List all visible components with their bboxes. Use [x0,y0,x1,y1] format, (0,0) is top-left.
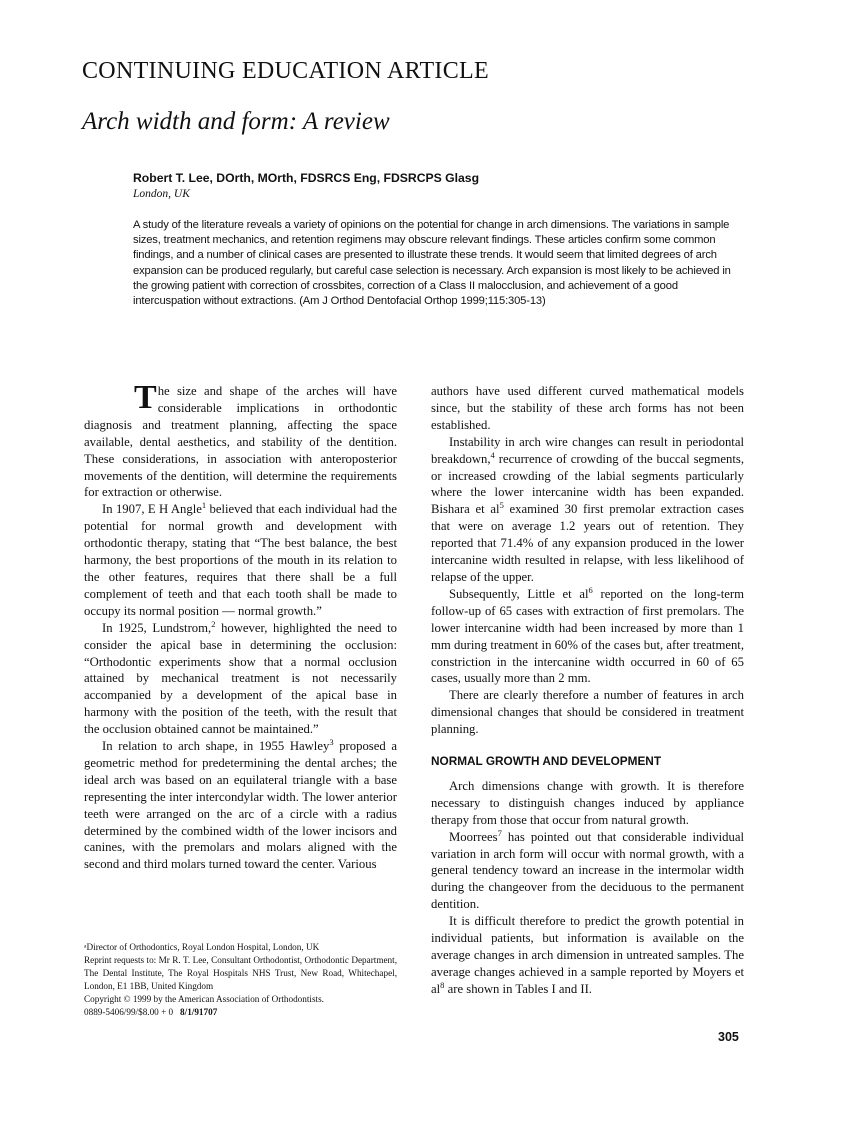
paragraph-text: In 1907, E H Angle [102,502,202,517]
author-location: London, UK [133,188,190,200]
citation-ref: 7 [497,827,502,838]
paragraph-text: recurrence of crowding of the buccal segments, or increased crowding of the labial segments particularly where the lower intercanine width has been expanded. Bishara et al [431,451,744,517]
footnote-copyright: Copyright © 1999 by the American Association of Orthodontists. [84,994,324,1005]
paragraph-text: proposed a geometric method for predetermining the dental arches; the ideal arch was based on an equilateral triangle with a base representing the inter intercondylar width. The lower anterior teeth were arranged on the arc of a circle with a radius determined by the combined width of the lower incisors and canines, with the premolars and molars aligned with the second and third molars turned toward the center. Various [84,739,397,872]
page-number: 305 [718,1030,739,1044]
abstract: A study of the literature reveals a variety of opinions on the potential for change in arch dimensions. The variations in sample sizes, treatment mechanics, and retention regimens may obscure relevant findings. These articles confirm some common findings, and a number of clinical cases are presented to illustrate these trends. It would seem that limited degrees of arch expansion can be produced regularly, but careful case selection is necessary. Arch expansion is most likely to be achieved in the growing patient with correction of crossbites, correction of a Class II malocclusion, and achievement of a good intercuspation without extractions. (Am J Orthod Dentofacial Orthop 1999;115:305-13) [133,219,731,308]
paragraph-text: believed that each individual had the potential for normal growth and development with orthodontic therapy, stating that “The best balance, the best harmony, the best proportions of the mouth in its relation to the other features, requires that there shall be a full complement of teeth and that each tooth shall be made to occupy its normal position — normal growth.” [84,502,397,618]
paragraph [431,434,744,586]
paragraph-text: Instability in arch wire changes can result in periodontal breakdown, [431,434,744,466]
paragraph-text: are shown in Tables I and II. [444,981,592,996]
citation-ref: 5 [499,500,504,511]
paragraph-text: reported on the long-term follow-up of 65 cases with extraction of first premolars. The lower intercanine width had been increased by more than 1 mm during treatment in 60% of the cases but, after treatment, constriction in the intercanine width occurred in 60 of 65 cases, usually more than 2 mm. [431,586,744,686]
article-title: Arch width and form: A review [82,108,390,135]
citation-ref: 6 [588,584,593,595]
citation-ref: 8 [440,979,445,990]
paragraph-text: In relation to arch shape, in 1955 Hawley [102,739,330,754]
paragraph [431,913,744,998]
paragraph-text: however, highlighted the need to consider the apical base in determining the occlusion: “Orthodontic experiments show that a normal occlusion attained by mechanical treatment is not necessarily accompanied by a development of the apical base in harmony with the position of the teeth, with the result that the occlusion obtained cannot be maintained.” [84,620,397,737]
citation-ref: 1 [201,500,207,511]
paragraph: There are clearly therefore a number of features in arch dimensional changes that should be considered in treatment planning. [431,688,744,737]
paragraph: authors have used different curved mathematical models since, but the stability of these arch forms has not been established. [431,384,744,432]
paragraph-text: examined 30 first premolar extraction cases that were on average 1.2 years out of retention. They reported that 71.4% of any expansion produced in the lower intercanine width resulted in relapse, with less likelihood of relapse of the upper. [431,502,744,584]
citation-ref: 4 [490,449,495,460]
paragraph [84,620,397,738]
section-heading: NORMAL GROWTH AND DEVELOPMENT [431,754,662,769]
issn-code: 0889-5406/99/$8.00 + 0 [84,1007,174,1018]
paragraph-text: has pointed out that considerable individual variation in arch form will occur with normal growth, with a general tendency toward an increase in the intermolar width during the changeover from the deciduous to the permanent dentition. [431,829,744,912]
drop-cap: T [134,379,157,416]
paragraph-text: In 1925, Lundstrom, [102,620,212,635]
paragraph [84,501,397,619]
footnote-reprint: Reprint requests to: Mr R. T. Lee, Consultant Orthodontist, Orthodontic Department, The Dental Institute, The Royal Hospitals NHS Trust, New Road, Whitechapel, London, E1 1BB, United Kingdom [84,955,397,992]
paragraph-text: Moorrees [449,829,498,844]
paragraph [431,586,744,687]
paragraph [84,738,397,873]
paragraph: Arch dimensions change with growth. It is therefore necessary to distinguish changes induced by appliance therapy from those that occur from natural growth. [431,778,744,827]
article-code: 8/1/91707 [180,1007,218,1018]
paragraph-text: he size and shape of the arches will have considerable implications in orthodontic diagnosis and treatment planning, affecting the space available, dental aesthetics, and stability of the dentition. These considerations, in association with anteroposterior movements of the dentition, will determine the requirements for extraction or otherwise. [84,384,397,500]
author-line: Robert T. Lee, DOrth, MOrth, FDSRCS Eng, FDSRCPS Glasg [133,171,480,185]
section-label: CONTINUING EDUCATION ARTICLE [82,58,489,84]
paragraph [431,829,744,914]
citation-ref: 2 [211,618,216,629]
paragraph [84,379,397,501]
left-column [84,379,397,873]
paragraph-text: It is difficult therefore to predict the growth potential in individual patients, but information is available on the average changes in arch dimension in untreated samples. The average changes achieved in a sample reported by Moyers et al [431,914,744,996]
footnote-affiliation: ᵃDirector of Orthodontics, Royal London Hospital, London, UK [84,942,320,952]
right-column [431,383,744,998]
paragraph-text: Subsequently, Little et al [449,586,589,601]
citation-ref: 3 [329,737,334,748]
footnote-code [84,1006,397,1019]
footnotes [84,941,397,1020]
